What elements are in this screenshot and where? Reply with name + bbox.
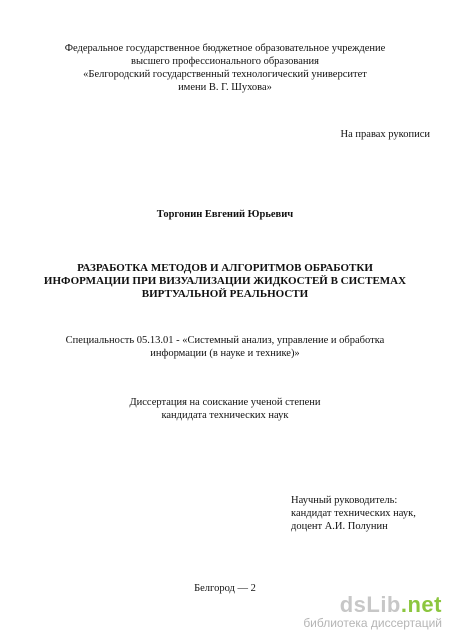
supervisor-line: Научный руководитель: xyxy=(291,495,398,506)
thesis-title xyxy=(40,262,410,301)
watermark xyxy=(303,594,442,630)
specialty-line: Специальность 05.13.01 - «Системный анализ, управление и обработка xyxy=(65,335,385,346)
thesis-title-line: РАЗРАБОТКА МЕТОДОВ И АЛГОРИТМОВ ОБРАБОТКИ xyxy=(77,262,373,274)
manuscript-note: На правах рукописи xyxy=(340,129,430,140)
specialty-line: информации (в науке и технике)» xyxy=(150,348,300,359)
specialty xyxy=(40,334,410,360)
author-name xyxy=(40,208,410,221)
institution-line: Федеральное государственное бюджетное образовательное учреждение xyxy=(64,43,386,54)
supervisor-block xyxy=(291,494,416,533)
institution-header xyxy=(40,42,410,94)
thesis-title-line: ИНФОРМАЦИИ ПРИ ВИЗУАЛИЗАЦИИ ЖИДКОСТЕЙ В СИСТЕМАХ xyxy=(43,275,407,287)
watermark-logo-accent: .net xyxy=(400,592,442,617)
supervisor-line: кандидат технических наук, xyxy=(291,508,416,519)
author-name-text: Торгонин Евгений Юрьевич xyxy=(156,209,294,220)
thesis-title-line: ВИРТУАЛЬНОЙ РЕАЛЬНОСТИ xyxy=(141,288,309,300)
degree-statement xyxy=(40,396,410,422)
watermark-logo-main: dsLib xyxy=(339,592,401,617)
watermark-subtitle: библиотека диссертаций xyxy=(303,616,442,630)
institution-line: имени В. Г. Шухова» xyxy=(178,82,272,93)
supervisor-line: доцент А.И. Полунин xyxy=(291,521,388,532)
place-year-text: Белгород — 2 xyxy=(194,583,256,594)
institution-line: «Белгородский государственный технологический университет xyxy=(83,69,367,80)
institution-line: высшего профессионального образования xyxy=(131,56,319,67)
watermark-logo xyxy=(303,594,442,616)
degree-line: Диссертация на соискание ученой степени xyxy=(129,397,321,408)
degree-line: кандидата технических наук xyxy=(161,410,289,421)
